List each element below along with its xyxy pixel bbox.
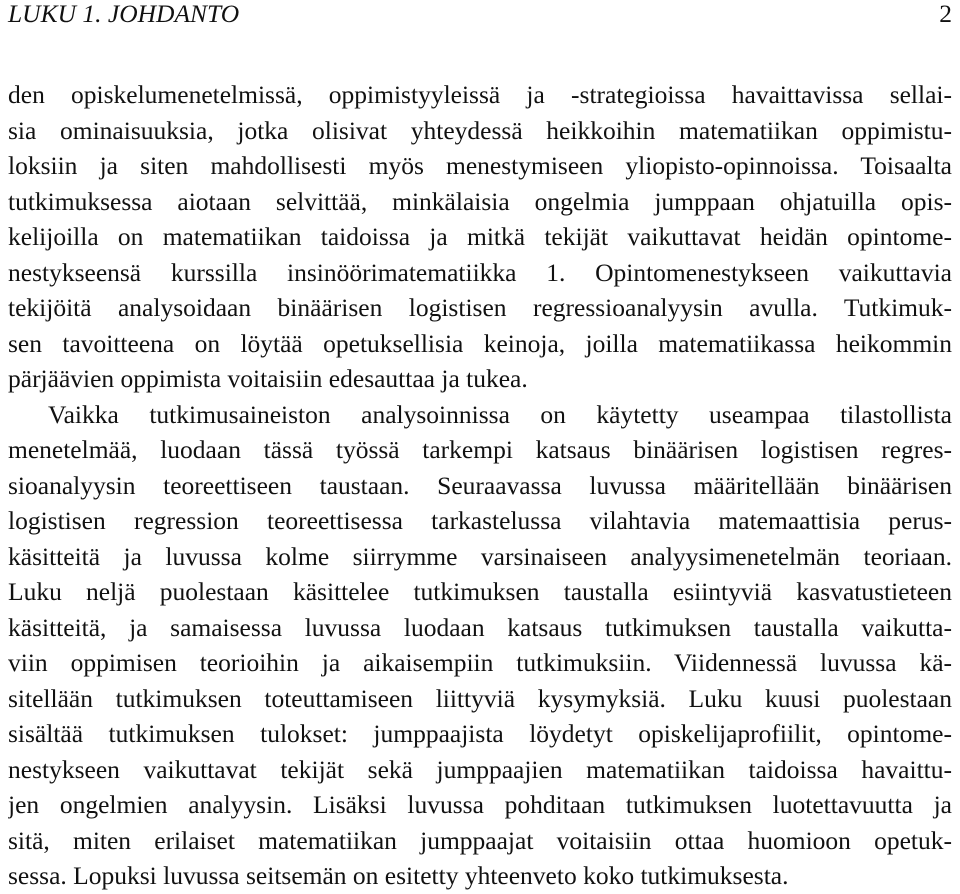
text-line: menetelmää, luodaan tässä työssä tarkempi katsaus binäärisen logistisen regres- <box>8 435 952 464</box>
text-line: logistisen regression teoreettisessa tarkastelussa vilahtavia matemaattisia perus- <box>8 506 952 535</box>
page-number: 2 <box>939 0 952 28</box>
text-line: sia ominaisuuksia, jotka olisivat yhteydessä heikkoihin matematiikan oppimistu- <box>8 115 952 145</box>
body-text <box>8 77 952 894</box>
text-line: käsitteitä ja luvussa kolme siirrymme varsinaiseen analyysimenetelmän teoriaan. <box>8 541 952 571</box>
text-line: viin oppimisen teorioihin ja aikaisempiin tutkimuksiin. Viidennessä luvussa kä- <box>8 648 952 677</box>
text-line: tekijöitä analysoidaan binäärisen logistisen regressioanalyysin avulla. Tutkimuk- <box>8 293 952 322</box>
text-line: sisältää tutkimuksen tulokset: jumppaajista löydetyt opiskelijaprofiilit, opintome- <box>8 719 952 748</box>
text-line: tutkimuksessa aiotaan selvittää, minkälaisia ongelmia jumppaan ohjatuilla opis- <box>8 186 952 216</box>
document-page <box>8 0 952 894</box>
paragraph-2 <box>8 397 952 894</box>
paragraph-1 <box>8 77 952 397</box>
text-line: jen ongelmien analyysin. Lisäksi luvussa pohditaan tutkimuksen luotettavuutta ja <box>8 790 952 819</box>
text-line: Luku neljä puolestaan käsittelee tutkimuksen taustalla esiintyviä kasvatustieteen <box>8 577 952 606</box>
text-line: pärjäävien oppimista voitaisiin edesauttaa ja tukea. <box>8 364 528 393</box>
text-line: sioanalyysin teoreettiseen taustaan. Seuraavassa luvussa määritellään binäärisen <box>8 470 952 500</box>
text-line: sitellään tutkimuksen toteuttamiseen liittyviä kysymyksiä. Luku kuusi puolestaan <box>8 683 952 713</box>
text-line: den opiskelumenetelmissä, oppimistyyleissä ja -strategioissa havaittavissa sellai- <box>8 80 952 109</box>
text-line: loksiin ja siten mahdollisesti myös menestymiseen yliopisto-opinnoissa. Toisaalta <box>8 151 952 180</box>
running-header <box>8 0 952 32</box>
text-line: sen tavoitteena on löytää opetuksellisia keinoja, joilla matematiikassa heikommin <box>8 328 952 358</box>
text-line: käsitteitä, ja samaisessa luvussa luodaan katsaus tutkimuksen taustalla vaikutta- <box>8 612 952 642</box>
text-line: sessa. Lopuksi luvussa seitsemän on esitetty yhteenveto koko tutkimuksesta. <box>8 861 789 890</box>
text-line: nestykseensä kurssilla insinöörimatematiikka 1. Opintomenestykseen vaikuttavia <box>8 257 952 287</box>
text-line: kelijoilla on matematiikan taidoissa ja mitkä tekijät vaikuttavat heidän opintome- <box>8 222 952 251</box>
text-line: nestykseen vaikuttavat tekijät sekä jumppaajien matematiikan taidoissa havaittu- <box>8 754 952 784</box>
text-line: sitä, miten erilaiset matematiikan jumppaajat voitaisiin ottaa huomioon opetuk- <box>8 825 952 855</box>
text-line: Vaikka tutkimusaineiston analysoinnissa on käytetty useampaa tilastollista <box>48 399 952 429</box>
chapter-title: LUKU 1. JOHDANTO <box>8 0 240 28</box>
